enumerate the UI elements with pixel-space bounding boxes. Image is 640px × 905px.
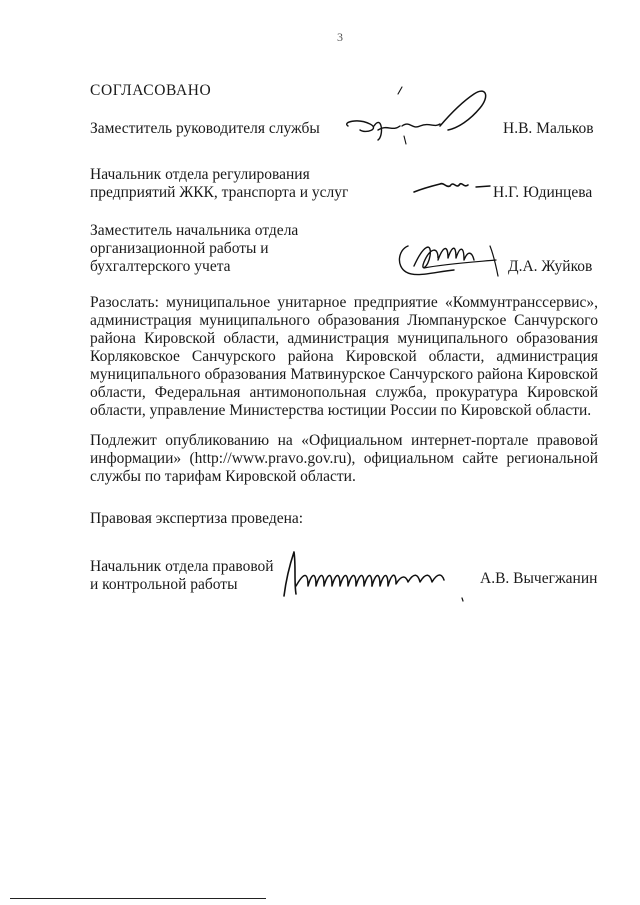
- distribution-list: Разослать: муниципальное унитарное предприятие «Коммунтранссервис», администрация муниципального образования Люмпанурское Санчурского района Кировской области, администрация муниципального образования Корляковское Санчурского района Кировской области, администрация муниципального образования Матвинурское Санчурского района Кировской области, Федеральная антимонопольная служба, прокуратура Кировской области, управление Министерства юстиции России по Кировской области.: [90, 294, 598, 419]
- legal-dept-position: Начальник отдела правовой: [90, 558, 274, 575]
- signature-zhuikov: [394, 236, 510, 284]
- approval-name: Д.А. Жуйков: [508, 258, 593, 275]
- signature-yudintseva: [410, 170, 492, 200]
- publication-note: Подлежит опубликованию на «Официальном интернет-портале правовой информации» (http://www.pravo.gov.ru), официальном сайте региональной службы по тарифам Кировской области.: [90, 432, 598, 485]
- legal-dept-name: А.В. Вычегжанин: [480, 570, 598, 587]
- approval-position: организационной работы и: [90, 240, 269, 257]
- approval-name: Н.Г. Юдинцева: [493, 184, 593, 201]
- agreed-heading: СОГЛАСОВАНО: [90, 82, 212, 99]
- approval-position: бухгалтерского учета: [90, 258, 231, 275]
- legal-dept-position: и контрольной работы: [90, 576, 238, 593]
- footer-rule: [10, 898, 266, 899]
- signature-vychegzhanin: [276, 546, 472, 602]
- approval-position: предприятий ЖКК, транспорта и услуг: [90, 184, 349, 201]
- approval-position: Заместитель начальника отдела: [90, 222, 299, 239]
- page-number: 3: [337, 30, 343, 44]
- signature-malkov: [340, 84, 500, 154]
- approval-position: Начальник отдела регулирования: [90, 166, 310, 183]
- approval-position: Заместитель руководителя службы: [90, 120, 320, 137]
- approval-name: Н.В. Мальков: [503, 120, 594, 137]
- legal-expertise-note: Правовая экспертиза проведена:: [90, 510, 304, 527]
